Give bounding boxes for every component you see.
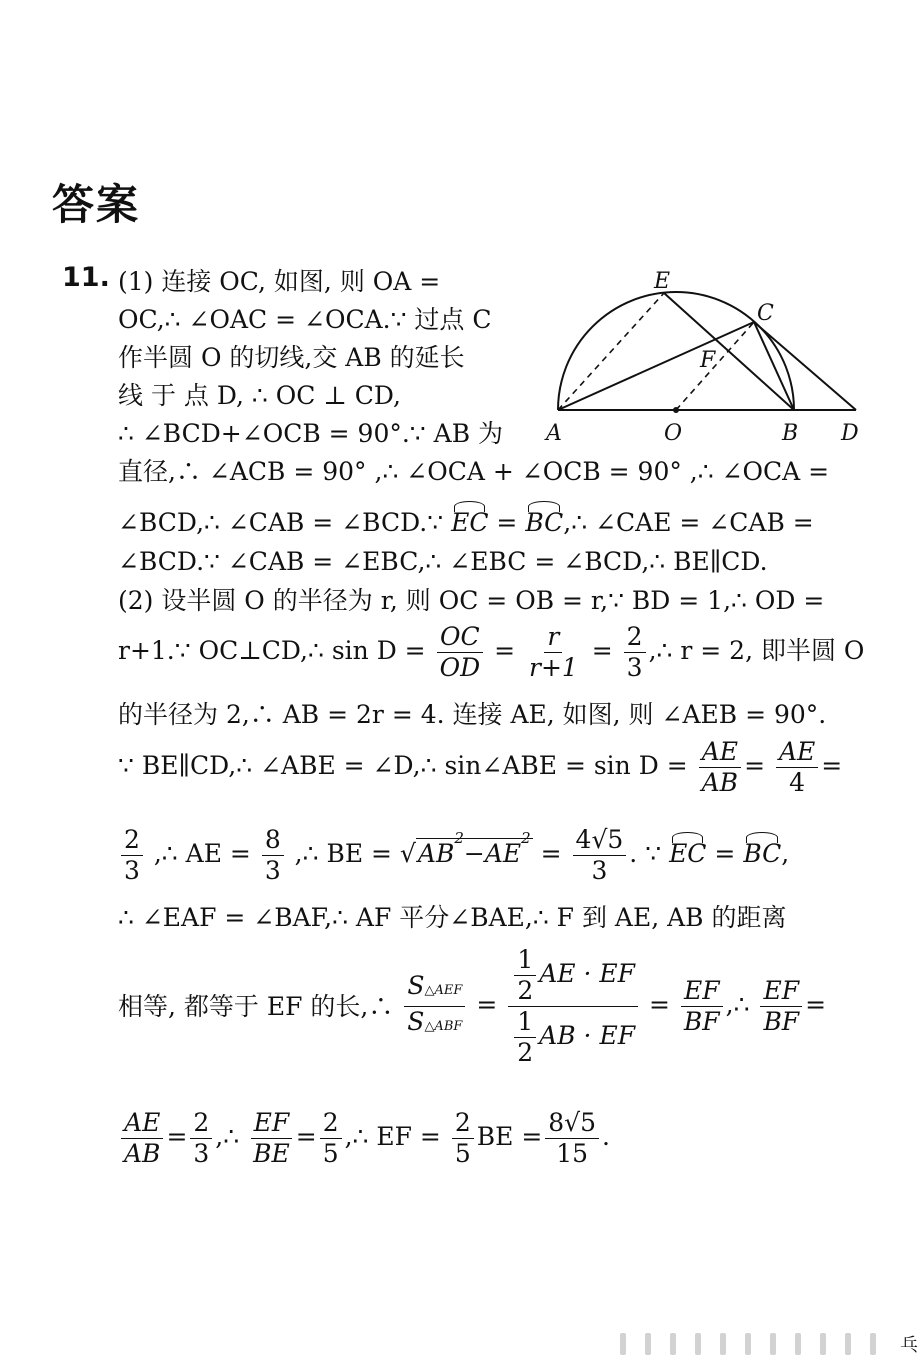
label-A: A [546,421,562,446]
page-heading: 答案 [52,180,141,229]
footer-glyph: 乓 [900,1335,918,1356]
solution-line: 作半圆 O 的切线,交 AB 的延长 [118,343,465,372]
tangent-CD [754,322,856,410]
arc-BC: BC [743,837,781,871]
solution-line: ∴ ∠EAF = ∠BAF,∴ AF 平分∠BAE,∴ F 到 AE, AB 的距离 [118,903,787,932]
solution-line: (1) 连接 OC, 如图, 则 OA = [118,267,441,296]
geometry-diagram [540,262,870,452]
label-F: F [700,348,716,373]
label-C: C [757,301,774,326]
fraction-8-3: $\frac{8}{3}$ [262,825,284,886]
label-D: D [841,421,859,446]
arc-EC: EC [669,837,706,871]
solution-line: ∴ ∠BCD+∠OCB = 90°.∵ AB 为 [118,419,504,448]
arc-EC: EC [451,506,488,540]
segment-AC [558,322,754,410]
fraction-EF-BE: $\frac{EF}{BE}$ [250,1108,293,1169]
fraction-AE-AB: $\frac{AE}{AB}$ [121,1108,163,1169]
fraction-EF-BF: $\frac{EF}{BF}$ [760,976,802,1037]
segment-EB [664,293,794,410]
fraction-2-3: $\frac{2}{3}$ [624,622,646,683]
solution-line: (2) 设半圆 O 的半径为 r, 则 OC = OB = r,∵ BD = 1,∴ OD = [118,586,825,615]
fraction-r: $\frac{r}{r+1}$ [529,622,578,682]
label-E: E [654,269,671,294]
fraction-8sqrt5-15: $\frac{8√5}{15}$ [545,1108,599,1169]
solution-line: 的半径为 2,∴ AB = 2r = 4. 连接 AE, 如图, 则 ∠AEB = 90°. [118,700,827,729]
fraction-2-3: $\frac{2}{3}$ [190,1108,212,1169]
fraction-AE-AB: $\frac{AE}{AB}$ [699,737,741,798]
fraction-2-3: $\frac{2}{3}$ [121,825,143,886]
fraction-AE-4: $\frac{AE}{4}$ [776,737,818,798]
arc-BC: BC [525,506,563,540]
fraction-OC-OD: $\frac{OC}{OD}$ [437,622,484,683]
fraction-2-5: $\frac{2}{5}$ [320,1108,342,1169]
solution-line: 直径,∴ ∠ACB = 90° ,∴ ∠OCA + ∠OCB = 90° ,∴ ∠OCA = [118,457,830,486]
center-dot [673,407,679,413]
label-O: O [664,421,683,446]
solution-line: $\frac{2}{3}$ ,∴ AE = $\frac{8}{3}$ ,∴ BE = $√AB^2-AE^2$ = $\frac{4√5}{3}$ . ∵ EC = BC, [118,825,789,886]
label-B: B [782,421,799,446]
solution-line: OC,∴ ∠OAC = ∠OCA.∵ 过点 C [118,305,492,334]
solution-line: ∵ BE∥CD,∴ ∠ABE = ∠D,∴ sin∠ABE = sin D = $\frac{AE}{AB}$ = $\frac{AE}{4}$ = [118,737,843,797]
solution-line: ∠BCD,∴ ∠CAB = ∠BCD.∵ EC = BC,∴ ∠CAE = ∠CAB = [118,506,814,540]
footer-strip [0,1327,922,1361]
sqrt-expression: $AB^2-AE^2$ [417,829,531,868]
fraction-2-5: $\frac{2}{5}$ [452,1108,474,1169]
solution-line: 相等, 都等于 EF 的长,∴ $\frac{\text{S△AEF}}{\text{S△ABF}}$ = $\frac{1}{2}$ AE · EF $\frac{1}{2}$ AB · EF = $\frac{EF}{BF}$ ,∴ $\frac{EF}{BF}$ = [118,945,827,1067]
fraction-area-ratio: $\frac{\text{S△AEF}}{\text{S△ABF}}$ [404,971,465,1042]
question-number: 11. [62,262,110,293]
fraction-complex: $\frac{1}{2}$ AE · EF $\frac{1}{2}$ AB · EF [508,945,638,1068]
segment-CB [754,322,794,410]
solution-line: 线 于 点 D, ∴ OC ⊥ CD, [118,381,401,410]
solution-line: ∠BCD.∵ ∠CAB = ∠EBC,∴ ∠EBC = ∠BCD,∴ BE∥CD. [118,547,768,576]
fraction-EF-BF: $\frac{EF}{BF}$ [681,976,723,1037]
solution-line: r+1.∵ OC⊥CD,∴ sin D = $\frac{OC}{OD}$ = $\frac{r}{r+1}$ = $\frac{2}{3}$ ,∴ r = 2, 即半圆 O [118,622,865,682]
solution-line: $\frac{AE}{AB}$ = $\frac{2}{3}$ ,∴ $\frac{EF}{BE}$ = $\frac{2}{5}$ ,∴ EF = $\frac{2}{5}$ BE = $\frac{8√5}{15}$ . [118,1108,610,1169]
fraction-4sqrt5-3: $\frac{4√5}{3}$ [573,825,627,886]
